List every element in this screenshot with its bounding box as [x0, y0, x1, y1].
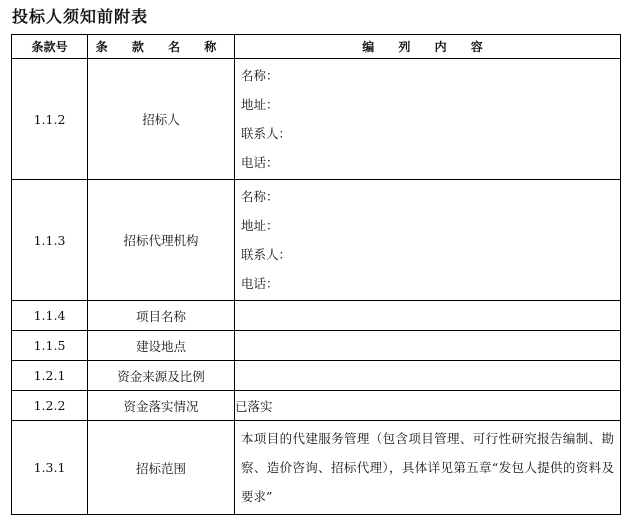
- header-clause-name: 条 款 名 称: [88, 35, 235, 59]
- clause-content: 已落实: [235, 391, 621, 421]
- content-line: 联系人：: [241, 126, 292, 141]
- clause-content: [235, 331, 621, 361]
- clause-name: 资金来源及比例: [88, 361, 235, 391]
- table-row: [12, 180, 621, 301]
- table-row: [12, 331, 621, 361]
- content-line: 名称：: [241, 189, 279, 204]
- clause-name: 项目名称: [88, 301, 235, 331]
- table-row: [12, 421, 621, 515]
- clause-content: [235, 361, 621, 391]
- table-row: [12, 59, 621, 180]
- content-line: 电话：: [241, 155, 279, 170]
- header-content: 编 列 内 容: [235, 35, 621, 59]
- clause-name: 招标范围: [88, 421, 235, 515]
- clause-number: 1.1.2: [12, 59, 88, 180]
- clause-content: [235, 180, 621, 301]
- table-row: [12, 301, 621, 331]
- content-line: 联系人：: [241, 247, 292, 262]
- clause-name: 建设地点: [88, 331, 235, 361]
- clause-name: 资金落实情况: [88, 391, 235, 421]
- page-title: 投标人须知前附表: [12, 7, 149, 26]
- clause-number: 1.1.4: [12, 301, 88, 331]
- clause-number: 1.2.2: [12, 391, 88, 421]
- clause-content: [235, 421, 621, 515]
- clause-number: 1.2.1: [12, 361, 88, 391]
- clause-content: [235, 301, 621, 331]
- clause-number: 1.3.1: [12, 421, 88, 515]
- clause-number: 1.1.3: [12, 180, 88, 301]
- table-header-row: [12, 35, 621, 59]
- content-line: 地址：: [241, 218, 279, 233]
- table-row: [12, 361, 621, 391]
- clause-number: 1.1.5: [12, 331, 88, 361]
- clause-content: [235, 59, 621, 180]
- clause-name: 招标人: [88, 59, 235, 180]
- clause-name: 招标代理机构: [88, 180, 235, 301]
- content-paragraph: 本项目的代建服务管理（包含项目管理、可行性研究报告编制、勘察、造价咨询、招标代理），具体详见第五章“发包人提供的资料及要求”: [241, 431, 614, 504]
- content-line: 地址：: [241, 97, 279, 112]
- instructions-table: [11, 34, 621, 515]
- table-row: [12, 391, 621, 421]
- content-line: 电话：: [241, 276, 279, 291]
- header-clause-number: 条款号: [12, 35, 88, 59]
- content-line: 名称：: [241, 68, 279, 83]
